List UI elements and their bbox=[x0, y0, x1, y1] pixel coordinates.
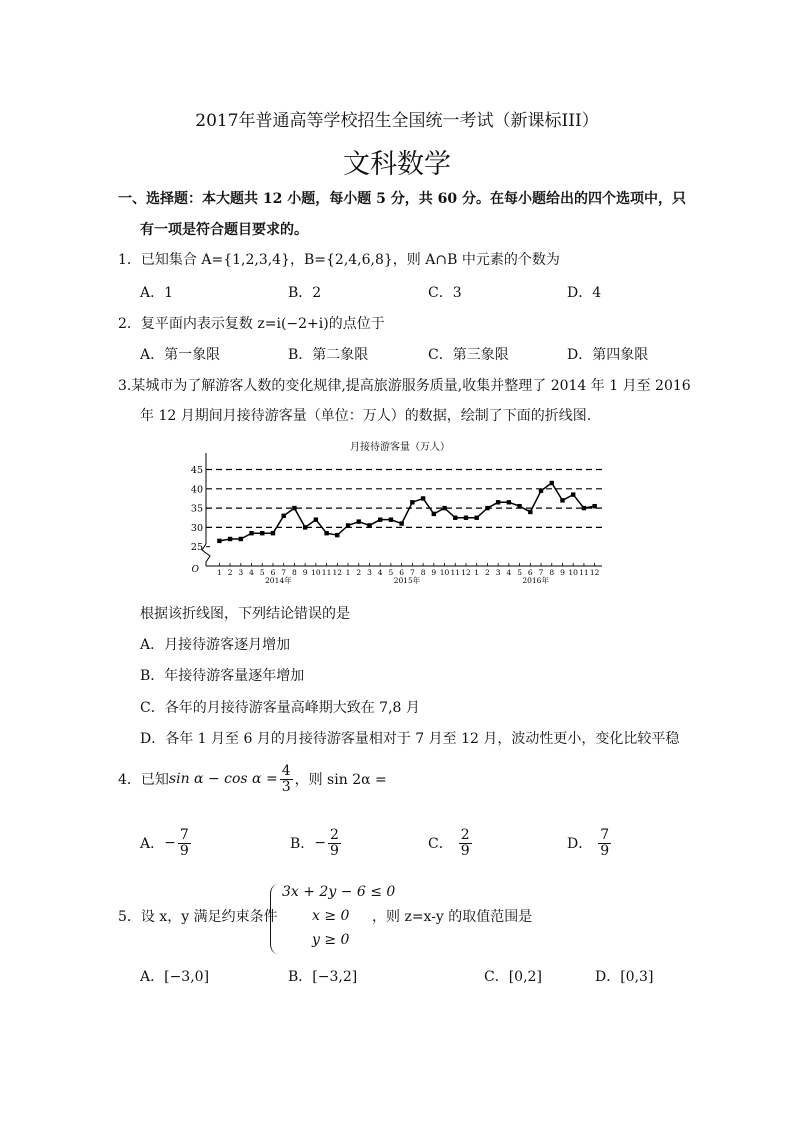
x-tick-label: 11 bbox=[579, 568, 589, 577]
x-tick-label: 11 bbox=[450, 568, 461, 577]
x-tick-label: 6 bbox=[399, 568, 405, 577]
q3-option-c[interactable]: C．各年的月接待游客量高峰期大致在 7,8 月 bbox=[140, 700, 420, 716]
x-tick-label: 4 bbox=[377, 568, 383, 577]
data-point bbox=[550, 481, 554, 485]
x-tick-label: 4 bbox=[249, 568, 254, 577]
q4-option-a-fraction bbox=[178, 828, 191, 858]
data-point bbox=[389, 517, 393, 521]
x-tick-label: 3 bbox=[238, 568, 244, 577]
x-tick-label: 8 bbox=[292, 568, 297, 577]
q5-option-b[interactable]: B．[−3,2] bbox=[288, 969, 358, 985]
y-tick-label: 25 bbox=[190, 542, 203, 554]
q4-option-d-fraction bbox=[598, 828, 611, 858]
q1-option-c[interactable]: C．3 bbox=[428, 285, 462, 301]
x-tick-label: 7 bbox=[409, 568, 415, 577]
q4-option-b-fraction bbox=[328, 828, 341, 858]
q4-option-b-label: B． bbox=[290, 836, 315, 853]
line-chart bbox=[190, 436, 610, 586]
q4-option-c-label: C． bbox=[428, 836, 453, 853]
x-tick-label: 9 bbox=[302, 568, 308, 577]
q2-option-c[interactable]: C．第三象限 bbox=[428, 347, 509, 363]
q4-fraction-numerator: 4 bbox=[281, 763, 291, 779]
q4-option-a-numerator: 7 bbox=[179, 827, 189, 843]
q4-option-d-numerator: 7 bbox=[600, 827, 610, 843]
x-tick-label: 12 bbox=[332, 568, 343, 577]
data-point bbox=[432, 512, 436, 516]
origin-label: O bbox=[191, 565, 199, 575]
q5-brace bbox=[270, 884, 281, 954]
chart-title: 月接待游客量（万人） bbox=[350, 442, 450, 453]
q2-option-d[interactable]: D．第四象限 bbox=[567, 347, 649, 363]
x-tick-label: 8 bbox=[549, 568, 555, 577]
data-point bbox=[378, 517, 382, 521]
data-point bbox=[410, 500, 414, 504]
q4-expression: sin α − cos α = bbox=[168, 771, 278, 788]
q3-question: 根据该折线图，下列结论错误的是 bbox=[140, 606, 350, 622]
data-point bbox=[346, 523, 350, 527]
q4-option-a[interactable] bbox=[140, 828, 193, 858]
data-point bbox=[442, 506, 446, 510]
data-point bbox=[271, 531, 275, 535]
data-point bbox=[228, 537, 232, 541]
q4-option-b[interactable] bbox=[290, 828, 343, 858]
x-tick-label: 11 bbox=[321, 568, 332, 577]
data-point bbox=[582, 506, 586, 510]
q3-option-b[interactable]: B．年接待游客量逐年增加 bbox=[140, 668, 305, 684]
q5-constraint-2: x ≥ 0 bbox=[312, 908, 350, 924]
year-label: 2014年 bbox=[265, 576, 292, 585]
q4-fraction-denominator: 3 bbox=[281, 778, 291, 795]
q3-stem-line1: 3.某城市为了解游客人数的变化规律,提高旅游服务质量,收集并整理了 2014 年 1 月至 2016 bbox=[118, 378, 691, 394]
q4-stem bbox=[118, 764, 387, 794]
x-tick-label: 6 bbox=[527, 568, 533, 577]
q3-option-d[interactable]: D．各年 1 月至 6 月的月接待游客量相对于 7 月至 12 月，波动性更小，变化比较平稳 bbox=[140, 731, 680, 747]
q4-option-a-sign: − bbox=[164, 835, 176, 852]
x-tick-label: 1 bbox=[474, 568, 480, 577]
data-point bbox=[239, 537, 243, 541]
section-heading-line2: 有一项是符合题目要求的。 bbox=[140, 222, 308, 238]
y-axis-break bbox=[202, 544, 210, 566]
q4-option-c-fraction bbox=[459, 828, 472, 858]
q4-option-a-denominator: 9 bbox=[179, 842, 189, 859]
q2-stem: 2．复平面内表示复数 z=i(−2+i)的点位于 bbox=[118, 316, 385, 332]
data-point bbox=[249, 531, 253, 535]
q2-option-b[interactable]: B．第二象限 bbox=[288, 347, 369, 363]
data-point bbox=[303, 525, 307, 529]
q4-prefix: 4．已知 bbox=[118, 772, 169, 789]
x-tick-label: 1 bbox=[345, 568, 351, 577]
data-point bbox=[507, 500, 511, 504]
q4-option-d[interactable] bbox=[567, 828, 613, 858]
y-tick-label: 40 bbox=[190, 484, 203, 496]
q4-option-d-denominator: 9 bbox=[600, 842, 610, 859]
data-point bbox=[592, 504, 596, 508]
x-tick-label: 2 bbox=[356, 568, 362, 577]
data-point bbox=[560, 498, 564, 502]
year-label: 2015年 bbox=[393, 576, 421, 585]
q4-option-c-numerator: 2 bbox=[460, 827, 470, 843]
data-point bbox=[453, 516, 457, 520]
q5-option-a[interactable]: A．[−3,0] bbox=[140, 969, 210, 985]
q4-option-a-label: A． bbox=[140, 836, 165, 853]
data-point bbox=[474, 516, 478, 520]
data-point bbox=[335, 533, 339, 537]
q1-option-a[interactable]: A．1 bbox=[140, 285, 174, 301]
x-tick-label: 4 bbox=[506, 568, 512, 577]
data-point bbox=[357, 519, 361, 523]
data-point bbox=[571, 492, 575, 496]
exam-subtitle: 文科数学 bbox=[343, 149, 451, 180]
data-point bbox=[292, 506, 296, 510]
q4-suffix: ，则 sin 2α = bbox=[294, 772, 387, 789]
data-point bbox=[399, 521, 403, 525]
q1-stem: 1．已知集合 A={1,2,3,4}，B={2,4,6,8}，则 A∩B 中元素的个数为 bbox=[118, 252, 560, 268]
data-point bbox=[539, 489, 543, 493]
x-tick-label: 12 bbox=[589, 568, 600, 577]
x-tick-label: 5 bbox=[388, 568, 394, 577]
x-tick-label: 12 bbox=[461, 568, 471, 577]
q5-prefix: 5．设 x，y 满足约束条件 bbox=[118, 909, 278, 925]
q3-option-a[interactable]: A．月接待游客逐月增加 bbox=[140, 637, 291, 653]
x-tick-label: 8 bbox=[420, 568, 426, 577]
q3-stem-line2: 年 12 月期间月接待游客量（单位：万人）的数据，绘制了下面的折线图. bbox=[140, 408, 592, 424]
q4-option-b-sign: − bbox=[314, 835, 327, 852]
q4-option-b-numerator: 2 bbox=[330, 827, 339, 843]
q4-option-d-label: D． bbox=[567, 836, 593, 853]
data-point bbox=[217, 539, 221, 543]
data-point bbox=[485, 506, 489, 510]
q4-option-c-denominator: 9 bbox=[460, 842, 470, 859]
x-tick-label: 7 bbox=[281, 568, 287, 577]
data-point bbox=[367, 523, 371, 527]
q5-suffix: ，则 z=x-y 的取值范围是 bbox=[372, 909, 533, 925]
q4-option-c[interactable] bbox=[428, 828, 474, 858]
exam-title: 2017年普通高等学校招生全国统一考试（新课标III） bbox=[195, 111, 599, 131]
data-point bbox=[314, 517, 318, 521]
x-tick-label: 5 bbox=[517, 568, 522, 577]
x-tick-label: 3 bbox=[367, 568, 372, 577]
x-tick-label: 2 bbox=[227, 568, 233, 577]
data-point bbox=[324, 531, 328, 535]
x-tick-label: 5 bbox=[259, 568, 265, 577]
data-point bbox=[517, 504, 521, 508]
q4-fraction bbox=[280, 764, 293, 794]
series-line bbox=[219, 483, 594, 541]
data-point bbox=[496, 500, 500, 504]
y-tick-label: 30 bbox=[190, 522, 203, 534]
x-tick-label: 9 bbox=[560, 568, 565, 577]
section-heading-line1: 一、选择题：本大题共 12 小题，每小题 5 分，共 60 分。在每小题给出的四个选项中，只 bbox=[118, 191, 686, 207]
data-point bbox=[260, 531, 264, 535]
x-tick-label: 6 bbox=[270, 568, 276, 577]
data-point bbox=[281, 514, 285, 518]
q5-constraint-1: 3x + 2y − 6 ≤ 0 bbox=[282, 884, 396, 900]
x-tick-label: 10 bbox=[439, 568, 450, 577]
x-tick-label: 7 bbox=[538, 568, 544, 577]
q1-option-d[interactable]: D．4 bbox=[567, 285, 602, 301]
x-tick-label: 2 bbox=[485, 568, 490, 577]
q5-constraint-3: y ≥ 0 bbox=[312, 932, 350, 948]
x-tick-label: 10 bbox=[568, 568, 578, 577]
x-tick-label: 3 bbox=[495, 568, 501, 577]
x-tick-label: 10 bbox=[311, 568, 321, 577]
x-tick-label: 1 bbox=[216, 568, 222, 577]
q5-option-c[interactable]: C．[0,2] bbox=[484, 969, 542, 985]
q1-option-b[interactable]: B．2 bbox=[288, 285, 322, 301]
q2-option-a[interactable]: A．第一象限 bbox=[140, 347, 221, 363]
data-point bbox=[421, 496, 425, 500]
y-tick-label: 35 bbox=[190, 503, 203, 515]
q5-option-d[interactable]: D．[0,3] bbox=[595, 969, 654, 985]
data-point bbox=[464, 516, 468, 520]
data-point bbox=[528, 510, 532, 514]
q4-option-b-denominator: 9 bbox=[330, 842, 339, 859]
x-tick-label: 9 bbox=[431, 568, 437, 577]
y-tick-label: 45 bbox=[190, 465, 203, 476]
year-label: 2016年 bbox=[522, 576, 549, 585]
